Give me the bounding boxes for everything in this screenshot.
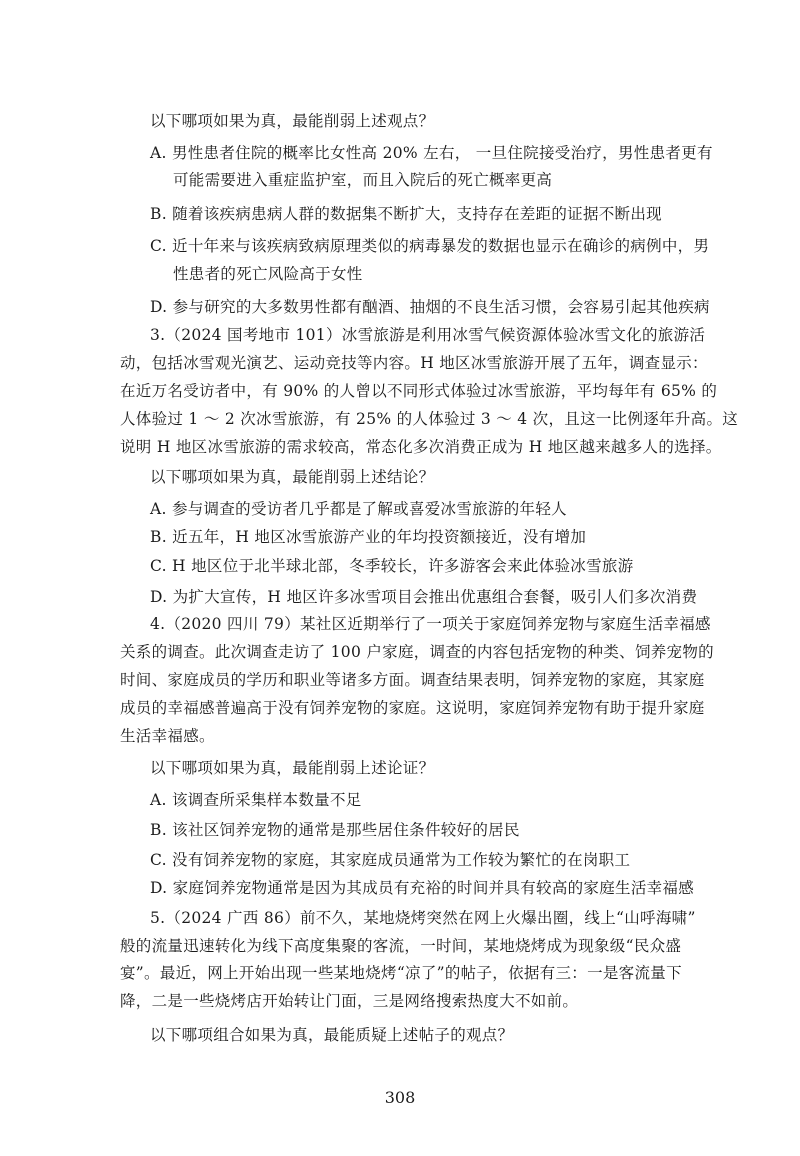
q3-option-b: B. 近五年，H 地区冰雪旅游产业的年均投资额接近，没有增加 — [150, 528, 587, 546]
q4-option-d: D. 家庭饲养宠物通常是因为其成员有充裕的时间并具有较高的家庭生活幸福感 — [150, 879, 695, 897]
q4-question: 以下哪项如果为真，最能削弱上述论证？ — [150, 759, 435, 777]
q5-stem-line4: 降，二是一些烧烤店开始转让门面，三是网络搜索热度大不如前。 — [120, 992, 579, 1010]
q3-stem-line2: 动，包括冰雪观光演艺、运动竞技等内容。H 地区冰雪旅游开展了五年，调查显示： — [120, 354, 708, 372]
q3-option-d: D. 为扩大宣传，H 地区许多冰雪项目会推出优惠组合套餐，吸引人们多次消费 — [150, 588, 698, 606]
q2-option-a-line1: A. 男性患者住院的概率比女性高 20% 左右， 一旦住院接受治疗，男性患者更有 — [150, 144, 713, 162]
q5-stem-line1: 5.（2024 广西 86）前不久，某地烧烤突然在网上火爆出圈，线上“山呼海啸” — [150, 909, 696, 927]
q2-option-a-line2: 可能需要进入重症监护室，而且入院后的死亡概率更高 — [173, 171, 553, 189]
q4-option-b: B. 该社区饲养宠物的通常是那些居住条件较好的居民 — [150, 821, 520, 839]
q3-stem-line1: 3.（2024 国考地市 101）冰雪旅游是利用冰雪气候资源体验冰雪文化的旅游活 — [150, 326, 706, 344]
q2-option-b: B. 随着该疾病患病人群的数据集不断扩大，支持存在差距的证据不断出现 — [150, 205, 662, 223]
q2-option-c-line2: 性患者的死亡风险高于女性 — [173, 265, 363, 283]
q5-stem-line3: 宴”。最近，网上开始出现一些某地烧烤“凉了”的帖子，依据有三：一是客流量下 — [120, 964, 682, 982]
q4-option-c: C. 没有饲养宠物的家庭，其家庭成员通常为工作较为繁忙的在岗职工 — [150, 851, 631, 869]
q4-stem-line5: 生活幸福感。 — [120, 727, 215, 745]
q3-question: 以下哪项如果为真，最能削弱上述结论？ — [150, 468, 435, 486]
q4-stem-line2: 关系的调查。此次调查走访了 100 户家庭，调查的内容包括宠物的种类、饲养宠物的 — [120, 643, 714, 661]
q3-option-a: A. 参与调查的受访者几乎都是了解或喜爱冰雪旅游的年轻人 — [150, 500, 567, 518]
q3-stem-line4: 人体验过 1 ～ 2 次冰雪旅游，有 25% 的人体验过 3 ～ 4 次，且这一比例逐年升高。这 — [120, 410, 739, 428]
q2-question: 以下哪项如果为真，最能削弱上述观点？ — [150, 112, 435, 130]
page-number: 308 — [384, 1088, 416, 1107]
q2-option-d: D. 参与研究的大多数男性都有酗酒、抽烟的不良生活习惯，会容易引起其他疾病 — [150, 298, 710, 316]
q5-stem-line2: 般的流量迅速转化为线下高度集聚的客流，一时间，某地烧烤成为现象级“民众盛 — [120, 937, 682, 955]
q5-question: 以下哪项组合如果为真，最能质疑上述帖子的观点？ — [150, 1026, 514, 1044]
q3-stem-line3: 在近万名受访者中，有 90% 的人曾以不同形式体验过冰雪旅游，平均每年有 65% 的 — [120, 382, 718, 400]
q2-option-c-line1: C. 近十年来与该疾病致病原理类似的病毒暴发的数据也显示在确诊的病例中，男 — [150, 237, 710, 255]
q4-stem-line1: 4.（2020 四川 79）某社区近期举行了一项关于家庭饲养宠物与家庭生活幸福感 — [150, 615, 711, 633]
q3-option-c: C. H 地区位于北半球北部，冬季较长，许多游客会来此体验冰雪旅游 — [150, 557, 634, 575]
q3-stem-line5: 说明 H 地区冰雪旅游的需求较高，常态化多次消费正成为 H 地区越来越多人的选择。 — [120, 438, 722, 456]
q4-stem-line3: 时间、家庭成员的学历和职业等诸多方面。调查结果表明，饲养宠物的家庭，其家庭 — [120, 671, 705, 689]
q4-stem-line4: 成员的幸福感普遍高于没有饲养宠物的家庭。这说明，家庭饲养宠物有助于提升家庭 — [120, 699, 705, 717]
q4-option-a: A. 该调查所采集样本数量不足 — [150, 791, 362, 809]
